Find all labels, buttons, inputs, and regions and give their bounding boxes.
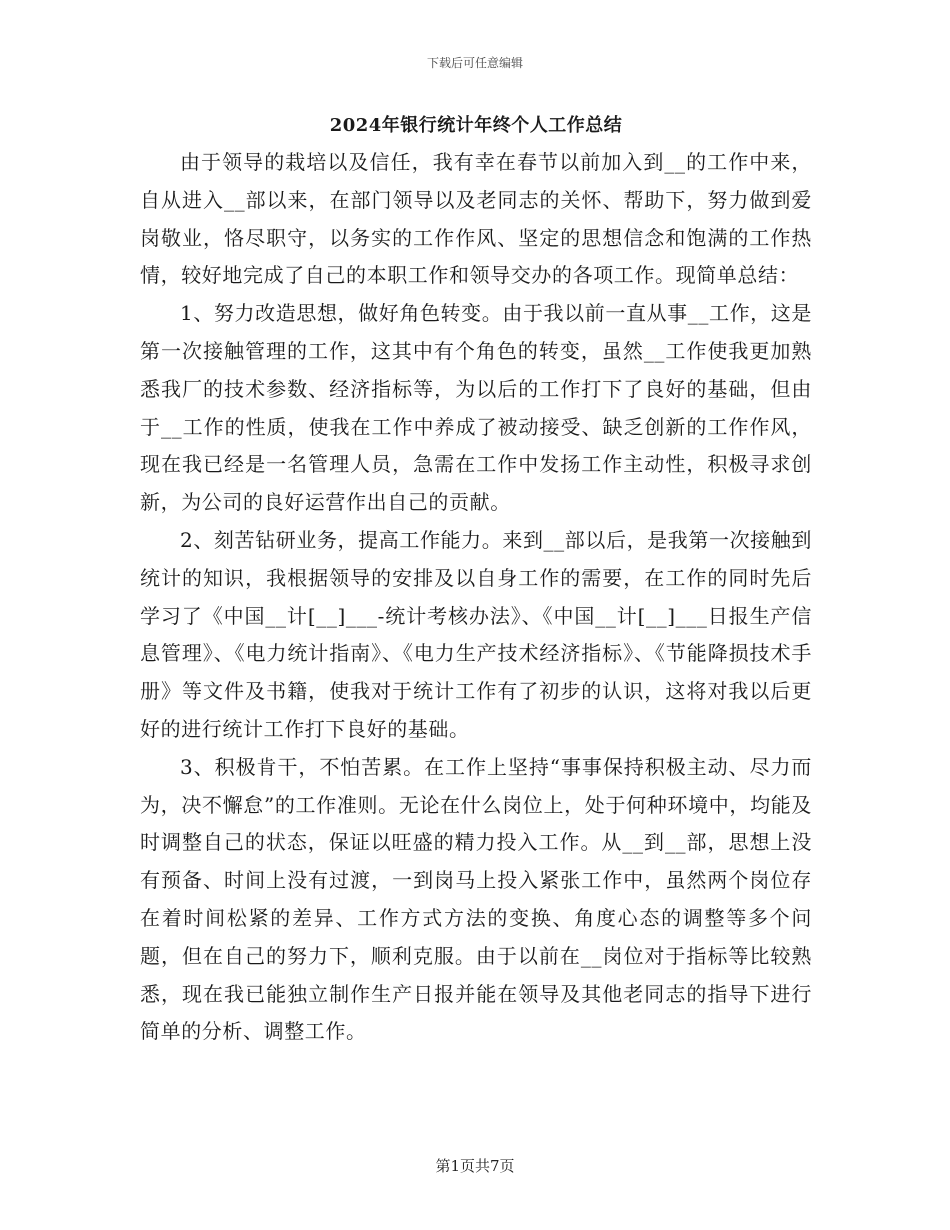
document-title: 2024年银行统计年终个人工作总结 — [329, 115, 623, 136]
document-body — [140, 112, 812, 1051]
page-header-note: 下载后可任意编辑 — [426, 56, 523, 70]
paragraph-section-2: 2、刻苦钻研业务，提高工作能力。来到__部以后，是我第一次接触到统计的知识，我根据领导的安排及以自身工作的需要，在工作的同时先后学习了《中国__计[__]___-统计考核办法》、《中国__计[__]___日报生产信息管理》、《电力统计指南》、《电力生产技术经济指标》、《节能降损技术手册》等文件及书籍，使我对于统计工作有了初步的认识，这将对我以后更好的进行统计工作打下良好的基础。 — [140, 527, 812, 741]
paragraph-section-3: 3、积极肯干，不怕苦累。在工作上坚持“事事保持积极主动、尽力而为，决不懈怠”的工作准则。无论在什么岗位上，处于何种环境中，均能及时调整自己的状态，保证以旺盛的精力投入工作。从__到__部，思想上没有预备、时间上没有过渡，一到岗马上投入紧张工作中，虽然两个岗位存在着时间松紧的差异、工作方式方法的变换、角度心态的调整等多个问题，但在自己的努力下，顺利克服。由于以前在__岗位对于指标等比较熟悉，现在我已能独立制作生产日报并能在领导及其他老同志的指导下进行简单的分析、调整工作。 — [140, 754, 812, 1044]
page-number: 第1页共7页 — [435, 1157, 515, 1175]
paragraph-section-1: 1、努力改造思想，做好角色转变。由于我以前一直从事__工作，这是第一次接触管理的工作，这其中有个角色的转变，虽然__工作使我更加熟悉我厂的技术参数、经济指标等，为以后的工作打下了良好的基础，但由于__工作的性质，使我在工作中养成了被动接受、缺乏创新的工作作风，现在我已经是一名管理人员，急需在工作中发扬工作主动性，积极寻求创新，为公司的良好运营作出自己的贡献。 — [140, 301, 812, 515]
paragraph-intro: 由于领导的栽培以及信任，我有幸在春节以前加入到__的工作中来，自从进入__部以来，在部门领导以及老同志的关怀、帮助下，努力做到爱岗敬业，恪尽职守，以务实的工作作风、坚定的思想信念和饱满的工作热情，较好地完成了自己的本职工作和领导交办的各项工作。现简单总结： — [140, 150, 812, 288]
